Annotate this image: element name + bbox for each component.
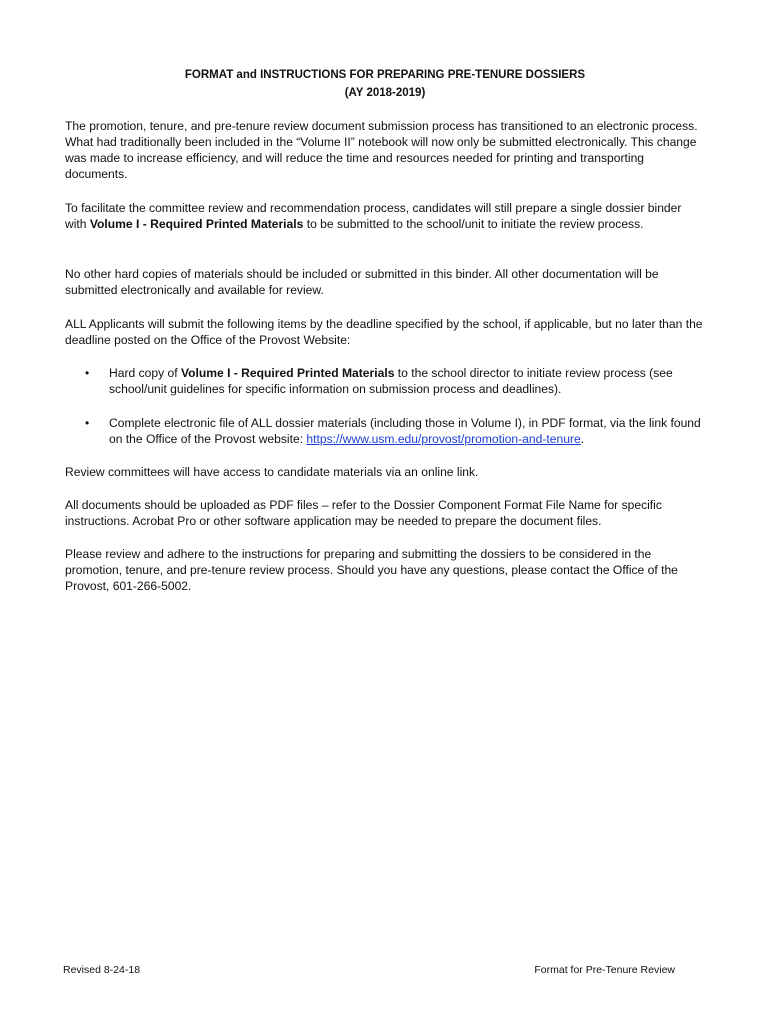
title-line-2: (AY 2018-2019)	[344, 87, 426, 99]
list-item-electronic-file-text-1: Complete electronic file of ALL dossier materials (including those in Volume I), in PDF format, via the link found on the Office of the Provost website:	[109, 416, 701, 446]
list-item-hard-copy-bold: Volume I - Required Printed Materials	[180, 366, 395, 380]
paragraph-review-committees: Review committees will have access to candidate materials via an online link.	[65, 465, 479, 479]
paragraph-binder-bold: Volume I - Required Printed Materials	[89, 217, 304, 231]
paragraph-pdf-files: All documents should be uploaded as PDF files – refer to the Dossier Component Format File Name for specific instructions. Acrobat Pro or other software application may be needed to prepare the document files.	[65, 498, 662, 528]
provost-website-link[interactable]: https://www.usm.edu/provost/promotion-and-tenure	[306, 432, 581, 446]
bullet-icon: •	[85, 366, 90, 380]
paragraph-contact: Please review and adhere to the instructions for preparing and submitting the dossiers to be considered in the promotion, tenure, and pre-tenure review process. Should you have any questions, please contact the Office of the Provost, 601-266-5002.	[65, 547, 678, 593]
list-item-electronic-file-text-2: .	[580, 432, 585, 446]
submission-items-list	[65, 365, 705, 447]
paragraph-binder	[65, 200, 705, 232]
list-item-hard-copy-text-1: Hard copy of	[109, 366, 181, 380]
bullet-icon: •	[85, 416, 90, 430]
paragraph-no-hard-copies: No other hard copies of materials should be included or submitted in this binder. All other documentation will be submitted electronically and available for review.	[65, 267, 659, 297]
list-item-electronic-file	[65, 415, 705, 447]
document-body	[65, 118, 705, 611]
document-title	[0, 66, 770, 102]
title-line-1: FORMAT and INSTRUCTIONS FOR PREPARING PRE-TENURE DOSSIERS	[184, 69, 586, 81]
paragraph-transition: The promotion, tenure, and pre-tenure review document submission process has transitioned to an electronic process. What had traditionally been included in the “Volume II” notebook will now only be submitted electronically. This change was made to increase efficiency, and will reduce the time and resources needed for printing and transporting documents.	[65, 119, 698, 181]
list-item-hard-copy-text-2: to the school director to initiate review process (see school/unit guidelines for specific information on submission process and deadlines).	[109, 366, 673, 396]
paragraph-binder-text-2: to be submitted to the school/unit to initiate the review process.	[303, 217, 644, 231]
paragraph-applicants: ALL Applicants will submit the following items by the deadline specified by the school, if applicable, but no later than the deadline posted on the Office of the Provost Website:	[65, 317, 703, 347]
list-item-hard-copy	[65, 365, 705, 397]
paragraph-binder-text-1: To facilitate the committee review and recommendation process, candidates will still prepare a single dossier binder with	[65, 201, 682, 231]
footer-document-name: Format for Pre-Tenure Review	[534, 964, 675, 976]
footer-revised-date: Revised 8-24-18	[63, 964, 141, 976]
